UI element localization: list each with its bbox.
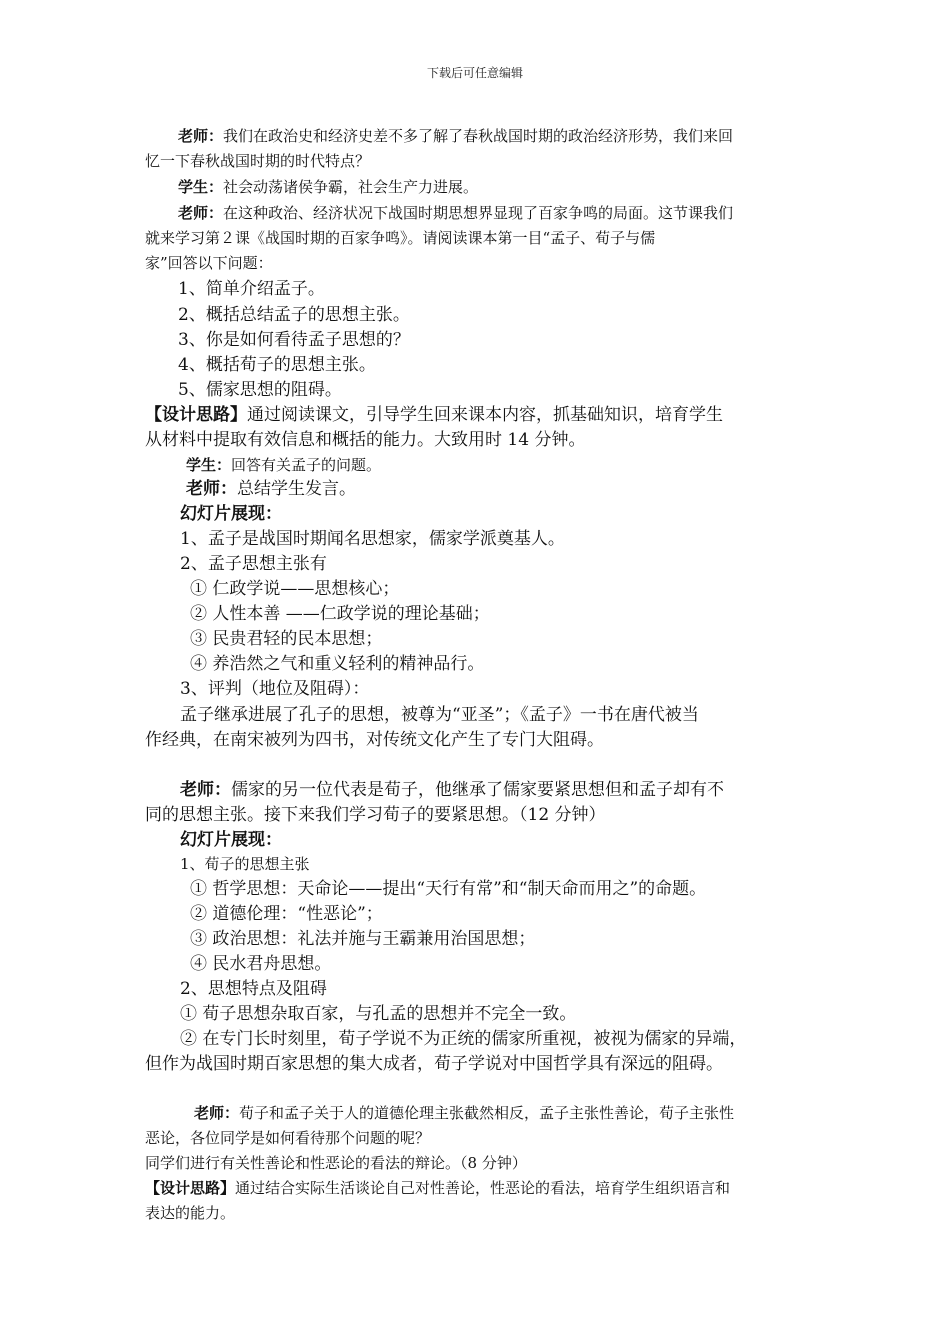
line-text: 家”回答以下问题： bbox=[145, 254, 273, 272]
line-student-answer bbox=[178, 178, 478, 196]
question-item: 2、概括总结孟子的思想主张。 bbox=[178, 305, 410, 325]
slide-heading: 幻灯片展现： bbox=[180, 830, 282, 850]
line-teacher-xunzi bbox=[180, 780, 724, 800]
design-note-label: 【设计思路】 bbox=[145, 1179, 236, 1197]
slide-subitem: ① 荀子思想杂取百家，与孔孟的思想并不完全一致。 bbox=[180, 1004, 577, 1024]
line-text: 就来学习第２课《战国时期的百家争鸣》。请阅读课本第一目“孟子、荀子与儒 bbox=[145, 229, 656, 247]
line-text: 我们在政治史和经济史差不多了解了春秋战国时期的政治经济形势，我们来回 bbox=[223, 127, 734, 145]
question-item: 4、概括荀子的思想主张。 bbox=[178, 355, 376, 375]
line-text: 同学们进行有关性善论和性恶论的看法的辩论。（8 分钟） bbox=[145, 1154, 527, 1172]
slide-subitem: ① 仁政学说——思想核心； bbox=[190, 579, 400, 599]
speaker-label: 老师： bbox=[178, 127, 224, 145]
design-note bbox=[145, 1179, 730, 1197]
slide-item: 3、评判（地位及阻碍）： bbox=[180, 679, 370, 699]
question-item: 5、儒家思想的阻碍。 bbox=[178, 380, 342, 400]
slide-item: 2、孟子思想主张有 bbox=[180, 554, 327, 574]
slide-paragraph: 孟子继承进展了孔子的思想，被尊为“亚圣”；《孟子》一书在唐代被当 bbox=[180, 705, 699, 725]
slide-item: 1、孟子是战国时期闻名思想家，儒家学派奠基人。 bbox=[180, 529, 565, 549]
line-text: 从材料中提取有效信息和概括的能力。大致用时 14 分钟。 bbox=[145, 430, 586, 450]
design-note-label: 【设计思路】 bbox=[145, 405, 247, 425]
slide-paragraph: 作经典，在南宋被列为四书，对传统文化产生了专门大阻碍。 bbox=[145, 730, 604, 750]
slide-subitem: ② 人性本善 ——仁政学说的理论基础； bbox=[190, 604, 490, 624]
line-text: 荀子和孟子关于人的道德伦理主张截然相反，孟子主张性善论，荀子主张性 bbox=[239, 1104, 735, 1122]
slide-subitem: ④ 养浩然之气和重义轻利的精神品行。 bbox=[190, 654, 485, 674]
speaker-label: 老师： bbox=[180, 780, 231, 800]
speaker-label: 学生： bbox=[178, 178, 224, 196]
line-teacher-intro bbox=[178, 127, 733, 145]
slide-subitem: ④ 民水君舟思想。 bbox=[190, 954, 332, 974]
slide-paragraph: 但作为战国时期百家思想的集大成者，荀子学说对中国哲学具有深远的阻碍。 bbox=[145, 1054, 723, 1074]
line-student-reply bbox=[186, 456, 381, 474]
slide-subitem: ② 在专门长时刻里，荀子学说不为正统的儒家所重视，被视为儒家的异端， bbox=[180, 1029, 747, 1049]
line-text: 表达的能力。 bbox=[145, 1204, 236, 1222]
line-text: 忆一下春秋战国时期的时代特点？ bbox=[145, 152, 371, 170]
speaker-label: 老师： bbox=[186, 479, 237, 499]
slide-subitem: ① 哲学思想：天命论——提出“天行有常”和“制天命而用之”的命题。 bbox=[190, 879, 707, 899]
slide-heading: 幻灯片展现： bbox=[180, 504, 282, 524]
speaker-label: 老师： bbox=[178, 204, 224, 222]
line-text: 同的思想主张。接下来我们学习荀子的要紧思想。（12 分钟） bbox=[145, 805, 606, 825]
slide-subitem: ③ 政治思想：礼法并施与王霸兼用治国思想； bbox=[190, 929, 536, 949]
line-text: 通过结合实际生活谈论自己对性善论，性恶论的看法，培育学生组织语言和 bbox=[235, 1179, 731, 1197]
question-item: 1、简单介绍孟子。 bbox=[178, 279, 325, 299]
slide-subitem: ③ 民贵君轻的民本思想； bbox=[190, 629, 383, 649]
line-teacher-debate bbox=[194, 1104, 734, 1122]
header-note: 下载后可任意编辑 bbox=[426, 66, 523, 80]
line-text: 恶论，各位同学是如何看待那个问题的呢？ bbox=[145, 1129, 431, 1147]
line-teacher-summary bbox=[186, 479, 356, 499]
line-text: 通过阅读课文，引导学生回来课本内容，抓基础知识，培育学生 bbox=[247, 405, 723, 425]
slide-item: 2、思想特点及阻碍 bbox=[180, 979, 327, 999]
line-text: 社会动荡诸侯争霸，社会生产力进展。 bbox=[223, 178, 479, 196]
line-text: 总结学生发言。 bbox=[237, 479, 356, 499]
line-text: 回答有关孟子的问题。 bbox=[231, 456, 382, 474]
slide-item: 1、荀子的思想主张 bbox=[180, 855, 310, 873]
design-note bbox=[145, 405, 723, 425]
line-text: 儒家的另一位代表是荀子，他继承了儒家要紧思想但和孟子却有不 bbox=[231, 780, 724, 800]
line-text: 在这种政治、经济状况下战国时期思想界显现了百家争鸣的局面。这节课我们 bbox=[223, 204, 734, 222]
speaker-label: 学生： bbox=[186, 456, 232, 474]
speaker-label: 老师： bbox=[194, 1104, 240, 1122]
question-item: 3、你是如何看待孟子思想的？ bbox=[178, 330, 410, 350]
slide-subitem: ② 道德伦理：“性恶论”； bbox=[190, 904, 383, 924]
line-teacher-topic bbox=[178, 204, 733, 222]
